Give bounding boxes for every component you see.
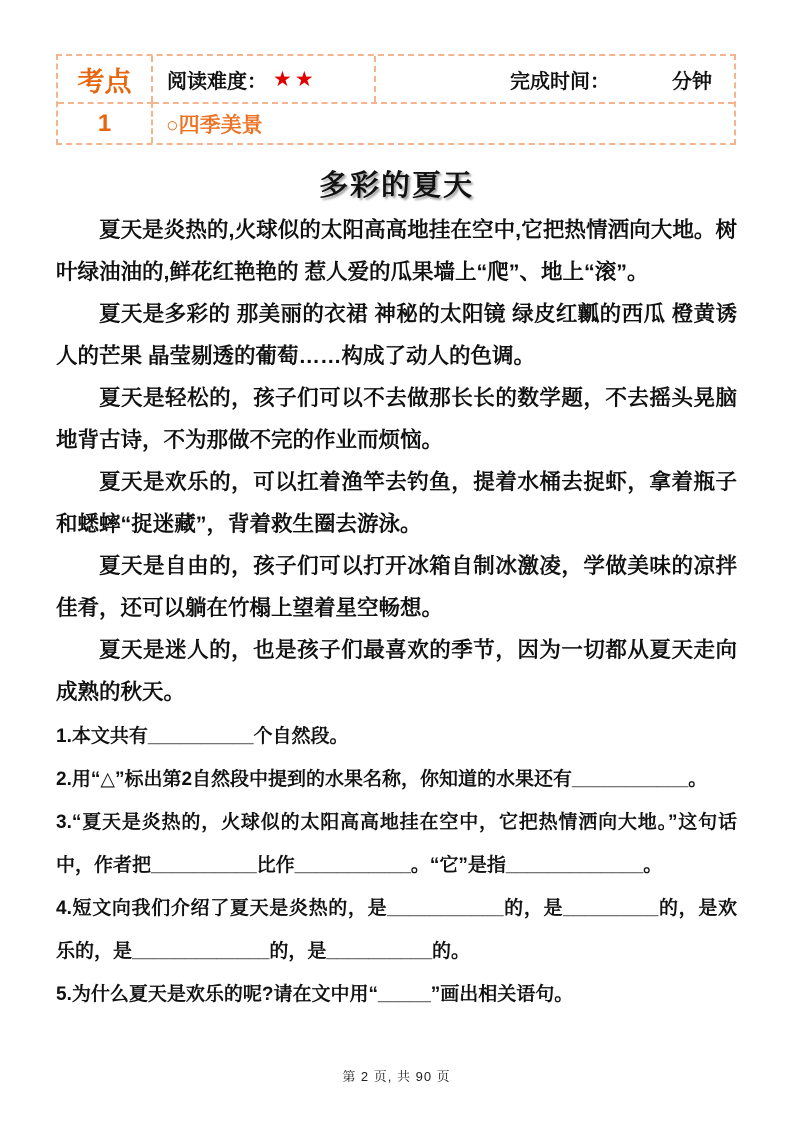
difficulty-star-rating: ★★ [273,67,317,91]
completion-time-label: 完成时间： [510,70,610,93]
question-list [56,715,737,1016]
reading-difficulty-label: 阅读难度： [167,70,267,93]
article-paragraph: 夏天是炎热的,火球似的太阳高高地挂在空中,它把热情洒向大地。树叶绿油油的,鲜花红艳艳的 惹人爱的瓜果墙上“爬”、地上“滚”。 [56,218,737,284]
article-content [56,163,737,1016]
question-item: 5.为什么夏天是欢乐的呢?请在文中用“_____”画出相关语句。 [56,984,574,1005]
topic-label: ○四季美景 [153,102,734,143]
question-item: 4.短文向我们介绍了夏天是炎热的，是___________的，是_________的，是欢乐的，是_____________的，是__________的。 [56,898,737,962]
article-paragraph: 夏天是迷人的，也是孩子们最喜欢的季节，因为一切都从夏天走向成熟的秋天。 [56,638,737,704]
question-item: 2.用“△”标出第2自然段中提到的水果名称，你知道的水果还有___________。 [56,769,708,790]
question-item: 3.“夏天是炎热的，火球似的太阳高高地挂在空中，它把热情洒向大地。”这句话中，作者把__________比作___________。“它”是指_____________。 [56,812,737,876]
exam-point-label: 考点 [58,56,153,102]
completion-time-cell [374,56,734,102]
exam-point-number: 1 [58,102,153,143]
article-title: 多彩的夏天 [318,170,474,202]
article-paragraph: 夏天是欢乐的，可以扛着渔竿去钓鱼，提着水桶去捉虾，拿着瓶子和蟋蟀“捉迷藏”，背着救生圈去游泳。 [56,470,737,536]
article-paragraph: 夏天是轻松的，孩子们可以不去做那长长的数学题，不去摇头晃脑地背古诗，不为那做不完的作业而烦恼。 [56,386,737,452]
page-number-footer: 第 2 页, 共 90 页 [342,1069,451,1084]
completion-time-unit: 分钟 [672,70,712,93]
reading-difficulty-cell [153,56,374,102]
article-paragraph: 夏天是多彩的 那美丽的衣裙 神秘的太阳镜 绿皮红瓤的西瓜 橙黄诱人的芒果 晶莹剔透的葡萄……构成了动人的色调。 [56,302,737,368]
article-paragraph: 夏天是自由的，孩子们可以打开冰箱自制冰激凌，学做美味的凉拌佳肴，还可以躺在竹榻上望着星空畅想。 [56,554,737,620]
exam-point-header-table [56,54,736,145]
question-item: 1.本文共有__________个自然段。 [56,726,349,747]
